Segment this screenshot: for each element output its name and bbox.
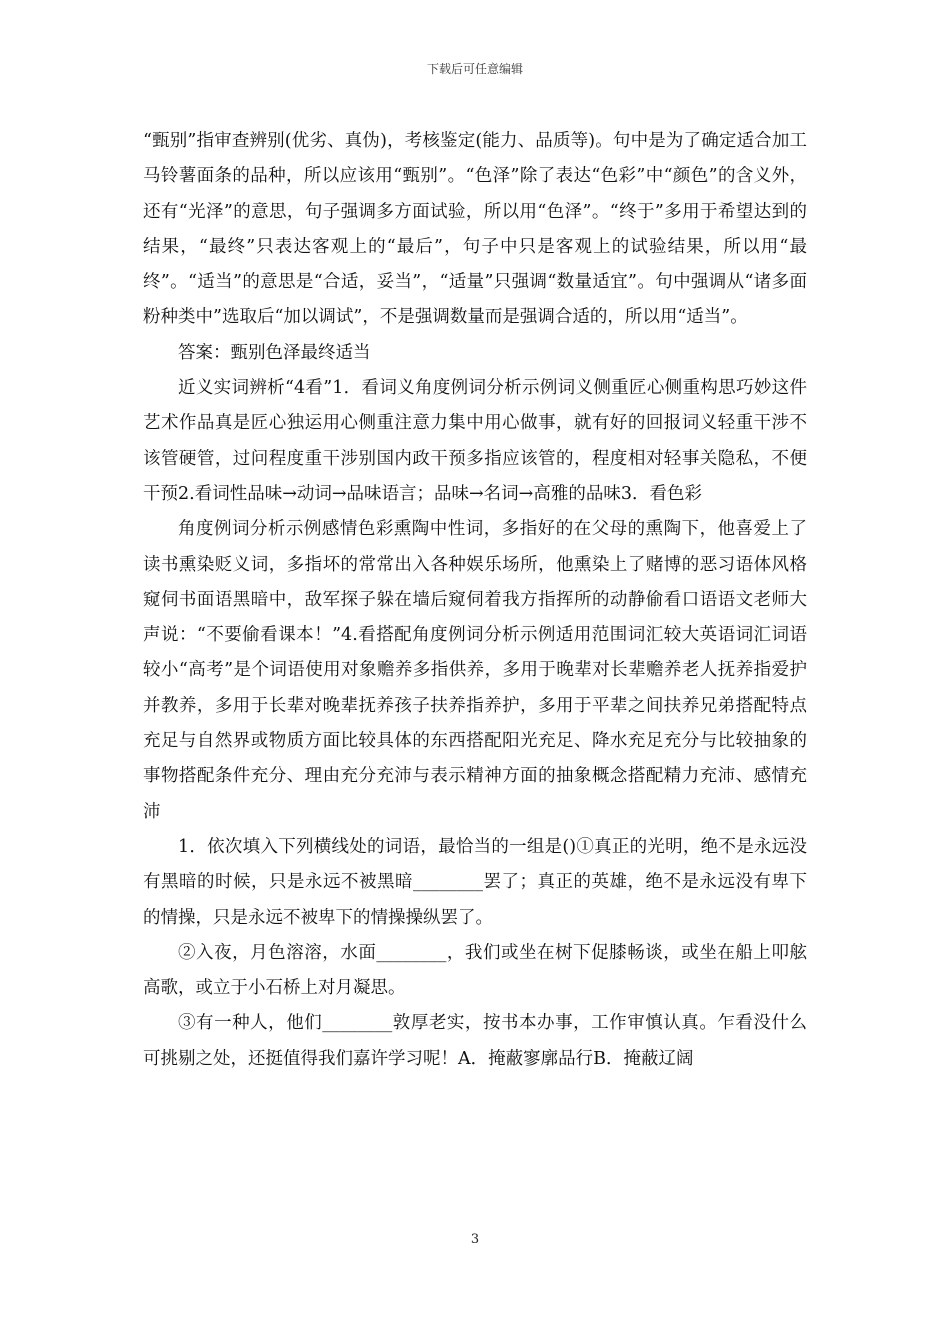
paragraph-question-1: 1．依次填入下列横线处的词语，最恰当的一组是()①真正的光明，绝不是永远没有黑暗的时候，只是永远不被黑暗________罢了；真正的英雄，绝不是永远没有卑下的情操，只是永远不被卑下的情操操纵罢了。 — [143, 836, 807, 928]
paragraph-question-2: ②入夜，月色溶溶，水面________，我们或坐在树下促膝畅谈，或坐在船上叩舷高歌，或立于小石桥上对月凝思。 — [143, 942, 807, 999]
paragraph-emotion-style-collocation: 角度例词分析示例感情色彩熏陶中性词，多指好的在父母的熏陶下，他喜爱上了读书熏染贬义词，多指坏的常常出入各种娱乐场所，他熏染上了赌博的恶习语体风格窥伺书面语黑暗中，敌军探子躲在墙后窥伺着我方指挥所的动静偷看口语语文老师大声说：“不要偷看课本！”4.看搭配角度例词分析示例适用范围词汇较大英语词汇词语较小“高考”是个词语使用对象赡养多指供养，多用于晚辈对长辈赡养老人抚养指爱护并教养，多用于长辈对晚辈抚养孩子扶养指养护，多用于平辈之间扶养兄弟搭配特点充足与自然界或物质方面比较具体的东西搭配阳光充足、降水充足充分与比较抽象的事物搭配条件充分、理由充分充沛与表示精神方面的抽象概念搭配精力充沛、感情充沛 — [143, 519, 807, 822]
paragraph-answer: 答案：甄别色泽最终适当 — [178, 342, 371, 363]
paragraph-synonym-analysis: 近义实词辨析“4看”1．看词义角度例词分析示例词义侧重匠心侧重构思巧妙这件艺术作品真是匠心独运用心侧重注意力集中用心做事，就有好的回报词义轻重干涉不该管硬管，过问程度重干涉别国内政干预多指应该管的，程度相对轻事关隐私，不便干预2.看词性品味→动词→品味语言；品味→名词→高雅的品味3．看色彩 — [143, 378, 807, 504]
page-header: 下载后可任意编辑 — [426, 62, 523, 76]
paragraph-question-3: ③有一种人，他们________敦厚老实，按书本办事，工作审慎认真。乍看没什么可挑剔之处，还挺值得我们嘉许学习呢！A．掩蔽寥廓品行B．掩蔽辽阔 — [143, 1013, 807, 1069]
page-number: 3 — [470, 1232, 480, 1247]
paragraph-explanation: “甄别”指审查辨别(优劣、真伪)，考核鉴定(能力、品质等)。句中是为了确定适合加工马铃薯面条的品种，所以应该用“甄别”。“色泽”除了表达“色彩”中“颜色”的含义外，还有“光泽”的意思，句子强调多方面试验，所以用“色泽”。“终于”多用于希望达到的结果，“最终”只表达客观上的“最后”，句子中只是客观上的试验结果，所以用“最终”。“适当”的意思是“合适，妥当”，“适量”只强调“数量适宜”。句中强调从“诸多面粉种类中”选取后“加以调试”，不是强调数量而是强调合适的，所以用“适当”。 — [143, 131, 807, 328]
document-body — [143, 124, 807, 1077]
